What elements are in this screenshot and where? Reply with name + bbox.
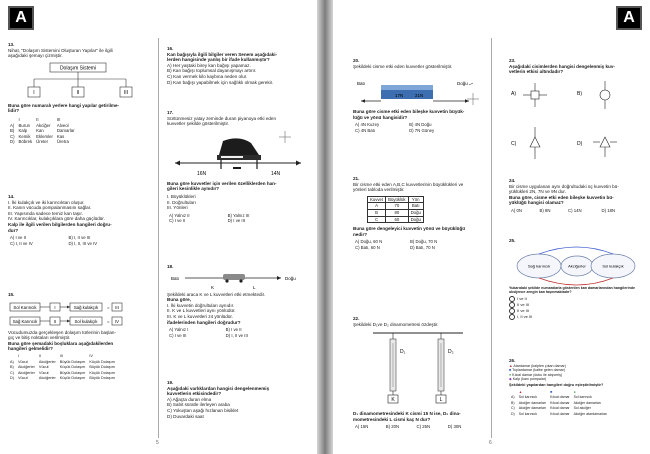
option-c[interactable]: C) Batı, 60 N (355, 244, 380, 250)
statement: III. Yönleri (167, 205, 188, 211)
question-line: Buna göre şemadaki boşluklara aşağıdakilerden (8, 340, 114, 346)
option-b[interactable]: B) I, II ve III (68, 235, 91, 241)
option-a[interactable]: I ve II (509, 296, 645, 302)
option-b[interactable]: B) Doğu, 70 N (410, 239, 438, 245)
question-number: 21. (353, 176, 360, 181)
box-label: II (76, 89, 80, 96)
question-line: vetlerin etkisi altındadır? (509, 69, 564, 75)
question-line: gileri kesinlikle aynıdır? (167, 186, 220, 192)
question-line: nedir? (353, 231, 368, 237)
stem-line: gıç ve bitiş noktaları verilmiştir. (8, 335, 71, 341)
answer-options (353, 424, 477, 430)
question-number: 13. (8, 42, 15, 47)
page-number: 5 (156, 440, 159, 446)
question-number: 25. (509, 238, 516, 243)
dynamometer-diagram (353, 329, 485, 411)
option-c-diagram (530, 127, 540, 159)
svg-text:Akciğerler: Akciğerler (568, 263, 586, 269)
question-number: 14. (8, 194, 15, 199)
option-c[interactable]: C) Kemik Eklemler Kas (10, 133, 65, 139)
option-d[interactable]: D) 7N Güney (409, 127, 435, 133)
option-a[interactable]: A) Ağaçta duran elma (167, 396, 212, 402)
triangle-icon: ▲ (509, 363, 513, 368)
option-b[interactable]: II ve III (509, 302, 645, 308)
statement: III. Yapısında sadece temiz kan taşır. (8, 210, 83, 216)
option-a-label: A) (511, 90, 516, 97)
stem-line: Bir cisme uygulanan aynı doğrultudaki üç kuvvetin bü- (509, 183, 619, 189)
question-17 (167, 110, 309, 224)
svg-text:Batı: Batı (357, 81, 366, 87)
book-gutter (317, 0, 333, 454)
svg-text:D₁: D₁ (400, 349, 406, 356)
option-c[interactable]: C) 14N (567, 207, 582, 213)
block-force-diagram (353, 71, 485, 109)
right-page (333, 0, 650, 454)
option-d[interactable]: D) 18N (601, 207, 616, 213)
question-22 (353, 316, 485, 430)
stem-line: Şekildeki araca K ve L kuvvetleri etki etmektedir. (167, 291, 266, 297)
square-icon: ■ (509, 368, 512, 373)
option-d[interactable]: D) Sol karıncık Kılcal damar Akciğer atardamarları (511, 411, 608, 416)
svg-text:Sol kulakçık: Sol kulakçık (74, 318, 98, 324)
svg-text:17N: 17N (395, 93, 404, 99)
stem-line: kuvvetler şekilde gösterilmiştir. (167, 121, 230, 127)
force-option-diagrams[interactable] (509, 77, 641, 177)
svg-text:Batı: Batı (171, 275, 180, 281)
svg-text:Sağ kulakçık: Sağ kulakçık (73, 304, 99, 310)
question-line: lüğü ve yönü hangisidir? (353, 114, 408, 120)
option-d[interactable]: D) I, II, III ve IV (68, 240, 98, 246)
option-d-diagram (593, 137, 617, 157)
statement: II. Kanın vücuda pompalanmasını sağlar. (8, 205, 92, 211)
svg-text:D₂: D₂ (448, 349, 454, 356)
question-23 (509, 58, 641, 177)
left-page (0, 0, 317, 454)
statement: I. Büyüklükleri (167, 193, 196, 199)
question-line: Kan bağışıyla ilgili bilgiler veren Senem aşağıdaki- (167, 51, 278, 57)
diamond-icon: ◆ (509, 377, 512, 382)
statement: III. K ve L kuvvetleri zıt yönlüdür. (167, 313, 233, 319)
question-line: lidir? (8, 108, 20, 114)
question-line: Şekildeki yapılardan hangileri doğru eşleştirilmiştir? (509, 382, 604, 387)
statement: II. Doğrultuları (167, 199, 196, 205)
question-number: 15. (8, 292, 15, 297)
answer-table: I II III IV A) Vücut Akciğerler Büyük Dolaşım Küçük Dolaşım B) Akciğerler Vücut Küçük Dolaşım Büyük Dolaşım C) Akciğerler Vücut Büyük Dolaşım Küçük Dolaşım D) Vücut Akciğerler Küçük Dolaşım Büyük Dolaşım (10, 353, 115, 381)
car-icon (223, 274, 245, 283)
option-a[interactable]: A) Doğu, 60 N (355, 239, 383, 245)
option-d[interactable]: D) I ve III (227, 218, 246, 224)
option-b-label: B) (577, 90, 582, 97)
question-20 (353, 58, 485, 134)
piano-force-diagram (167, 129, 309, 181)
answer-options (509, 208, 633, 214)
question-line: kuvvetlerin etkisindedir? (167, 391, 222, 397)
legend: ▲ Atardamar (kalpten çıkan damar) ■ Toplardamar (kalbe gelen damar) ● Kılcal damar (doku ile alışveriş) ◆ Kalp (kanı pompalar) (509, 363, 566, 382)
col-header: II (36, 116, 39, 122)
circulation-flow-diagram (8, 300, 148, 330)
option-c[interactable]: C) I, II ve IV (10, 240, 33, 246)
option-a[interactable]: A) Burun Akciğer Alveol (10, 122, 69, 128)
svg-text:L: L (439, 397, 443, 404)
box-label: I (33, 89, 35, 96)
question-line: Aşağıdaki cisimlerden hangisi dengelenmiş kuv- (509, 63, 615, 69)
stem-line: Vücudumuzda gerçekleşen dolaşım türlerinin başlan- (8, 329, 117, 335)
option-d[interactable]: I, II ve III (509, 314, 645, 320)
diagram-title: Dolaşım Sistemi (59, 65, 97, 72)
option-a[interactable]: A) Yalnız II (169, 212, 190, 218)
option-d[interactable]: D) Böbrek Üreter Üretra (10, 139, 69, 145)
question-26 (509, 358, 645, 418)
question-line: mometresindeki L cismi kaç N dur? (353, 416, 431, 422)
answer-options (167, 327, 287, 338)
question-25 (509, 238, 645, 320)
question-number: 19. (167, 380, 174, 385)
question-number: 22. (353, 316, 360, 321)
dynamometer-d1 (388, 333, 398, 403)
dynamometer-d2 (436, 333, 446, 403)
svg-text:Sol Karıncık: Sol Karıncık (13, 304, 37, 310)
option-b[interactable]: B) Kalp Kan Damarlar (10, 128, 75, 134)
option-c[interactable]: C) I ve III (169, 332, 187, 338)
page-number: 6 (489, 440, 492, 446)
option-c[interactable]: C) Kan vermek kilo kaybına neden olur. (167, 73, 248, 79)
option-a[interactable]: A) Yalnız I (169, 327, 189, 333)
statement: I. İki kuvvetin doğrultuları aynıdır. (167, 302, 235, 308)
question-number: 16. (167, 46, 174, 51)
left-force-label: 16N (197, 170, 207, 177)
question-line: ifadelerinden hangileri doğrudur? (167, 319, 241, 325)
answer-options (353, 122, 463, 133)
booklet-badge-left: A (8, 6, 34, 30)
option-a-diagram (523, 83, 547, 107)
option-a[interactable]: A) 15N (355, 424, 369, 430)
stem-line: yönleri tabloda verilmiştir. (353, 187, 405, 193)
option-c[interactable]: C) 25N (416, 424, 431, 430)
stem-line: aşağıdaki şemayı çizmiştir. (8, 53, 63, 59)
lead: Buna göre, (167, 297, 191, 303)
option-a[interactable]: A) Vücut Akciğerler Büyük Dolaşım Küçük Dolaşım (10, 359, 115, 364)
stem-line: yüklükleri 2N, 7N ve 9N dur. (509, 189, 566, 195)
question-line: Buna göre, cisme etki eden bileşke kuvvetin bü- (509, 194, 614, 200)
svg-text:Doğu: Doğu (457, 81, 468, 87)
option-d[interactable]: D) Vücut Akciğerler Küçük Dolaşım Büyük Dolaşım (10, 376, 115, 381)
question-line: Buna göre dengeleyici kuvvetin yönü ve büyüklüğü (353, 226, 466, 232)
stem-line: Şekildeki D₁ve D₂ dinamometresi özdeştir. (353, 321, 439, 327)
question-14 (8, 194, 148, 246)
statement: I. İki kulakçık ve iki karıncıktan oluşur. (8, 199, 85, 205)
question-line: oksijence zengin kan taşınmaktadır? (509, 290, 572, 294)
option-b[interactable]: B) Akciğer damarları Kılcal damar Akciğer damarları (511, 400, 602, 405)
compass-icon (279, 131, 291, 143)
car-force-diagram (167, 270, 309, 292)
question-line: dur? (8, 227, 19, 233)
question-13 (8, 42, 148, 145)
question-19 (167, 380, 309, 419)
option-b[interactable]: B) 4N Doğu (409, 122, 432, 128)
option-d[interactable]: D) Batı, 70 N (410, 244, 435, 250)
option-d[interactable]: D) I, II ve III (225, 332, 248, 338)
svg-text:Sol kulakçık: Sol kulakçık (602, 263, 624, 269)
svg-text:=: = (107, 318, 110, 324)
answer-options (8, 235, 138, 246)
question-line: yüklüğü hangisi olamaz? (509, 200, 564, 206)
option-b[interactable]: B) Kan bağışı toplumsal dayanışmayı artırır. (167, 68, 257, 74)
option-b[interactable]: B) Sabit süratle ilerleyen araba (167, 402, 230, 408)
statement: IV. Karıncıklar, kulakçıklara göre daha güçlüdür. (8, 216, 105, 222)
option-d[interactable]: D) Kan bağışı yapabilmek için sağlıklı olmak gerekir. (167, 79, 274, 85)
svg-text:L: L (253, 284, 256, 290)
compass-icon (467, 93, 479, 105)
question-number: 17. (167, 110, 174, 115)
heart-lung-circulation-diagram (509, 246, 645, 286)
stem-line: Bir cisme etki eden A,B,C kuvvetlerinin büyüklükleri ve (353, 181, 464, 187)
option-b[interactable]: B) 8N (539, 207, 551, 213)
svg-text:IV: IV (114, 318, 120, 324)
option-b-diagram (600, 81, 610, 109)
circle-icon: ● (509, 372, 512, 377)
col-header: I (18, 116, 20, 122)
question-line: Buna göre numaralı yerlere hangi yapılar getirilme- (8, 102, 120, 108)
question-21 (353, 176, 485, 251)
option-d[interactable]: D) Duvardaki saat (167, 413, 204, 419)
question-line: Buna göre cisme etki eden bileşke kuvvetin büyük- (353, 109, 465, 115)
circulation-diagram (8, 61, 148, 103)
svg-text:Doğu: Doğu (285, 275, 296, 281)
question-number: 20. (353, 58, 360, 63)
option-a[interactable]: A) 0N (511, 207, 522, 213)
option-c[interactable]: C) 4N Batı (355, 127, 376, 133)
stem-line: Sürtünmesiz yatay zeminde duran piyanoya etki eden (167, 115, 277, 121)
svg-text:K: K (391, 397, 395, 404)
question-number: 24. (509, 178, 516, 183)
answer-table (8, 117, 77, 145)
question-line: Aşağıdaki varlıklardan hangisi dengelenmemiş (167, 385, 270, 391)
option-c[interactable]: II ve III (509, 308, 645, 314)
option-c[interactable]: C) Akciğerler Vücut Büyük Dolaşım Küçük Dolaşım (10, 370, 115, 375)
option-c[interactable]: C) I ve II (169, 218, 186, 224)
answer-options (167, 213, 287, 224)
option-a[interactable]: A) I ve II (10, 235, 26, 241)
svg-text:Sağ Karıncık: Sağ Karıncık (12, 318, 38, 324)
right-force-label: 14N (271, 170, 281, 177)
svg-text:III: III (115, 304, 119, 310)
option-b[interactable]: B) 20N (385, 424, 400, 430)
question-number: 18. (167, 264, 174, 269)
option-b[interactable]: B) I ve II (225, 327, 242, 333)
question-16 (167, 46, 309, 85)
statement: II. K ve L kuvvetleri aynı yönlüdür. (167, 308, 236, 314)
question-line: hangileri gelmelidir? (8, 346, 53, 352)
question-line: D₁ dinamometresindeki K cismi 15 N ise, D₂ dina- (353, 411, 461, 417)
option-b[interactable]: B) Yalnız III (227, 212, 250, 218)
question-number: 23. (509, 58, 516, 63)
force-table: Kuvvet Büyüklük Yön A 70 Batı B 80 Doğu C 60 Doğu (367, 196, 424, 223)
option-a[interactable]: A) 4N Kuzey (355, 122, 380, 128)
svg-text:=: = (107, 304, 110, 310)
column-divider (158, 38, 159, 438)
table-row: C 60 Doğu (368, 216, 424, 223)
question-24 (509, 178, 641, 214)
question-line: lerden hangisinde yanlış bir ifade kullanmıştır? (167, 57, 270, 63)
question-line: Kalp ile ilgili verilen bilgilerden hangileri doğru- (8, 221, 112, 227)
table-row: B 80 Doğu (368, 209, 424, 216)
question-15 (8, 292, 153, 382)
table-row: A 70 Batı (368, 203, 424, 210)
option-c[interactable]: C) Yokuştan aşağı hızlanan bisiklet (167, 407, 239, 413)
svg-text:II: II (53, 318, 57, 324)
svg-text:K: K (211, 284, 215, 290)
option-b[interactable]: B) Akciğerler Vücut Küçük Dolaşım Büyük Dolaşım (10, 365, 115, 370)
piano-icon (217, 138, 261, 169)
option-a[interactable]: A) Her yaştaki birey kan bağışı yapamaz. (167, 62, 251, 68)
booklet-badge-right: A (616, 6, 642, 30)
option-a[interactable]: A) Sol karıncık Kılcal damar Sol karıncık (511, 395, 592, 400)
answer-table: ▲ ■ ● A) Sol karıncık Kılcal damar Sol karıncık B) Akciğer damarları Kılcal damar Akciğer damarları C) Akciğer damarları Kılcal damar Sol akciğer D) Sol karıncık Kılcal damar Akciğer atardamarları (511, 389, 608, 416)
option-d-label: D) (577, 140, 583, 147)
stem-line: Nihat, "Dolaşım Sistemini Oluşturan Yapılar" ile ilgili (8, 47, 113, 53)
question-line: Yukarıdaki şekilde numaralarla gösterilen kan damarlarından hangilerinde (509, 285, 636, 290)
question-line: Buna göre kuvvetler için verilen özelliklerden han- (167, 180, 277, 186)
question-number: 26. (509, 358, 516, 363)
stem-line: Şekildeki cisme etki eden kuvvetler gösterilmiştir. (353, 63, 453, 69)
col-header: III (56, 116, 61, 122)
svg-text:21N: 21N (415, 93, 424, 99)
answer-options (353, 239, 463, 250)
option-c-label: C) (511, 140, 517, 147)
option-d[interactable]: D) 30N (447, 424, 462, 430)
svg-text:Sağ karıncık: Sağ karıncık (527, 263, 551, 269)
box-label: III (123, 89, 129, 96)
question-18 (167, 264, 309, 338)
column-divider (491, 38, 492, 438)
option-c[interactable]: C) Akciğer damarları Kılcal damar Sol akciğer (511, 406, 591, 411)
svg-text:I: I (54, 304, 56, 310)
